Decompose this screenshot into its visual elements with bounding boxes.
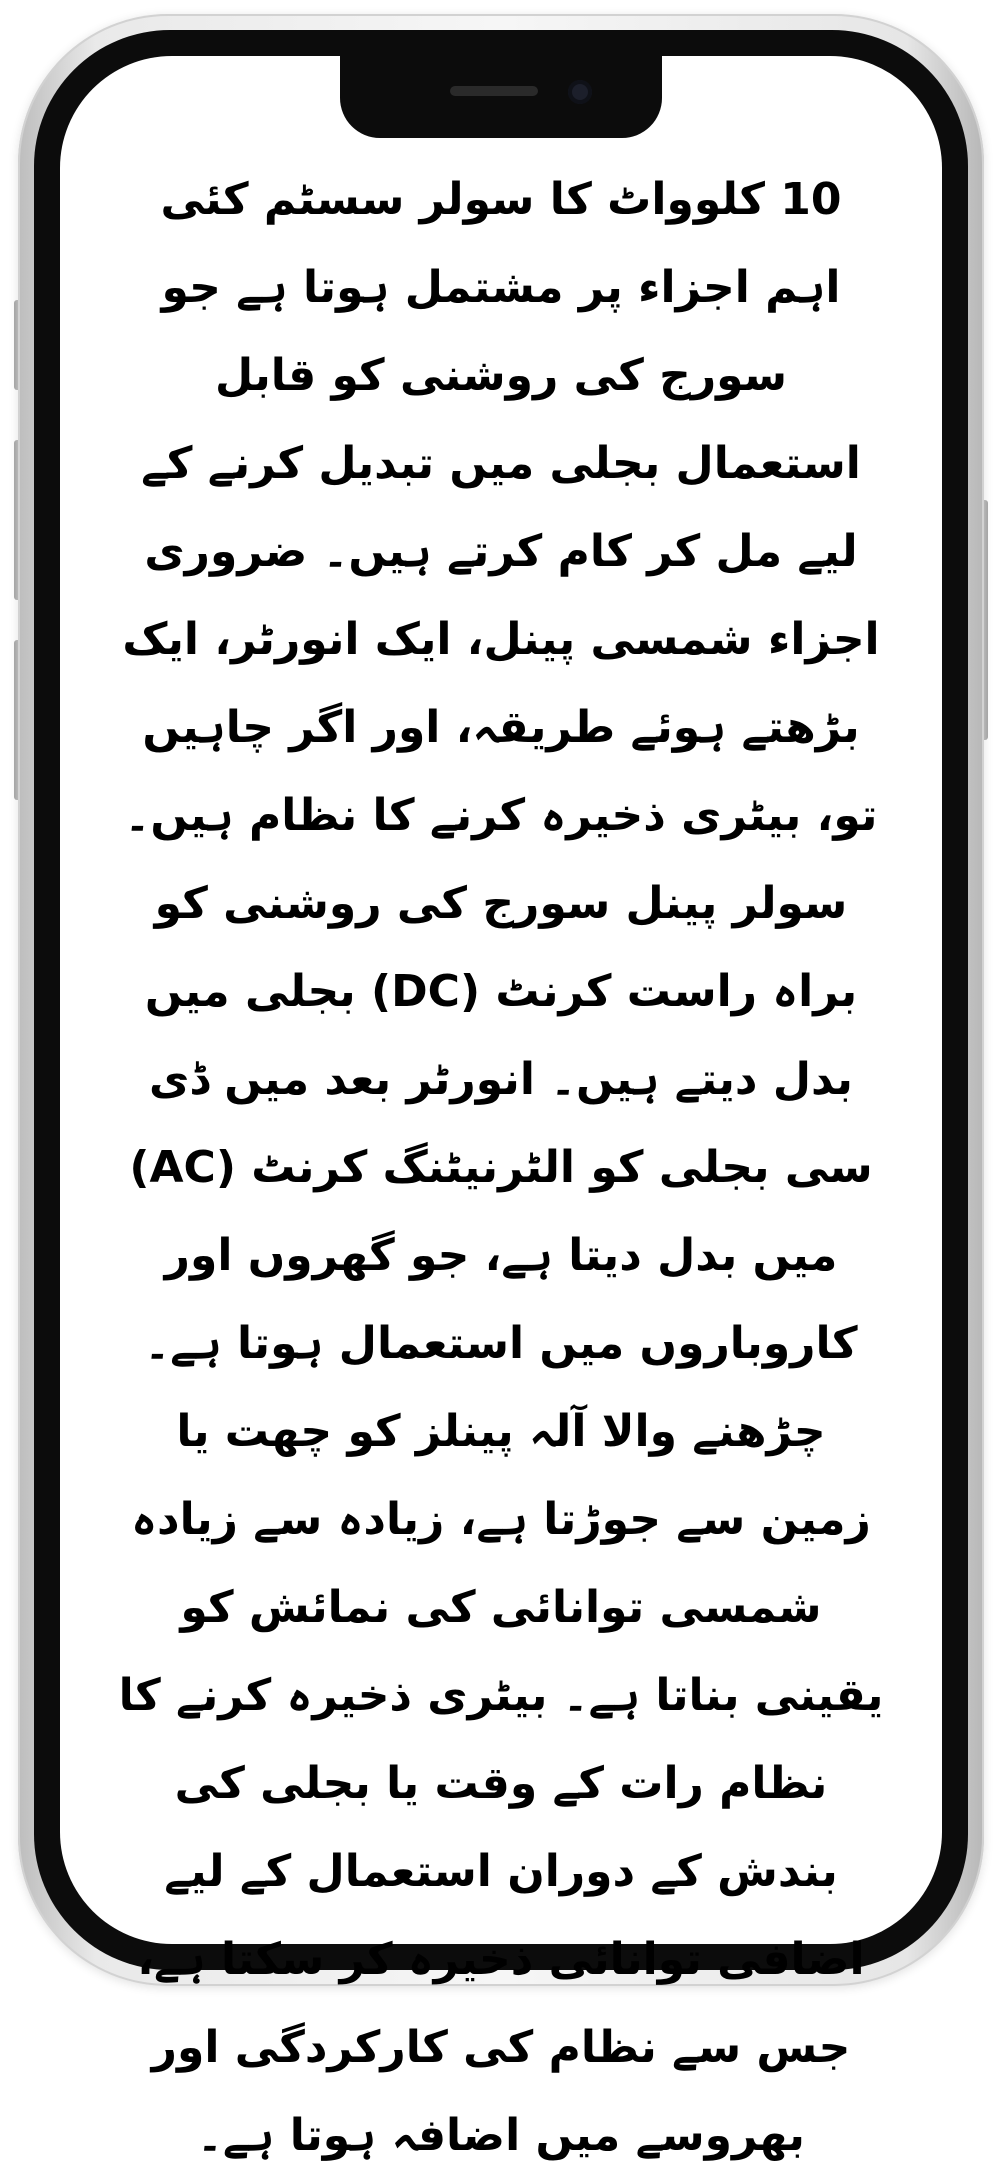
phone-notch bbox=[340, 56, 662, 138]
article-body bbox=[118, 156, 884, 2180]
article-paragraph: 10 کلوواٹ کا سولر سسٹم کئی اہم اجزاء پر مشتمل ہوتا ہے جو سورج کی روشنی کو قابل استعمال بجلی میں تبدیل کرنے کے لیے مل کر کام کرتے ہیں۔ ضروری اجزاء شمسی پینل، ایک انورٹر، ایک بڑھتے ہوئے طریقہ، اور اگر چاہیں تو، بیٹری ذخیرہ کرنے کا نظام ہیں۔ سولر پینل سورج کی روشنی کو براہ راست کرنٹ (DC) بجلی میں بدل دیتے ہیں۔ انورٹر بعد میں ڈی سی بجلی کو الٹرنیٹنگ کرنٹ (AC) میں بدل دیتا ہے، جو گھروں اور کاروباروں میں استعمال ہوتا ہے۔ چڑھنے والا آلہ پینلز کو چھت یا زمین سے جوڑتا ہے، زیادہ سے زیادہ شمسی توانائی کی نمائش کو یقینی بناتا ہے۔ بیٹری ذخیرہ کرنے کا نظام رات کے وقت یا بجلی کی بندش کے دوران استعمال کے لیے اضافی توانائی ذخیرہ کر سکتا ہے، جس سے نظام کی کارکردگی اور بھروسے میں اضافہ ہوتا ہے۔ bbox=[118, 174, 884, 2161]
front-camera-icon bbox=[568, 80, 592, 104]
phone-screen bbox=[60, 56, 942, 2161]
speaker-grille bbox=[450, 86, 538, 96]
